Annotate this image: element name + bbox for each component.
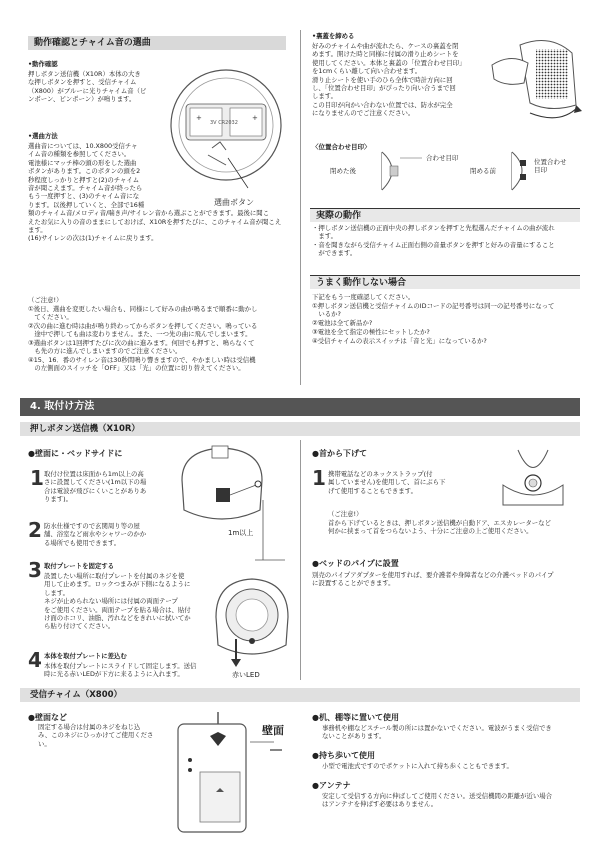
select-button-label: 選曲ボタン bbox=[214, 198, 254, 207]
section4-divider bbox=[300, 440, 301, 680]
x800-band: 受信チャイム（X800） bbox=[20, 688, 580, 702]
case-body: 好みのチャイムや曲が流れたら、ケースの裏蓋を閉 めます。開けた時と同様に付属の滑り止めシートを 使用してください。本体と裏蓋の「位置合わせ目印」 を1cmくらい離して向い合わせます。 滑り止シートを使い手のひら全体で時計方向に回 し、「位置合わせ目印」がぴったり向い合うまで回 します。 この目印が向かい合わない位置では、防水が完全 になりませんのでご注意ください。 bbox=[312, 42, 466, 118]
case-title: •裏蓋を締める bbox=[312, 32, 355, 40]
step-3-text: 設置したい場所に取付プレートを付属のネジを使 用して止めます。ロックつまみが下側になるように します。 ネジが止められない場所には付属の両面テープ をご使用ください。両面テープを貼る場合は、貼付 け面のホコリ、油脂、汚れなどをきれいに拭いてか ら貼り付けてください。 bbox=[44, 572, 191, 631]
select-heading: 動作確認とチャイム音の選曲 bbox=[28, 36, 286, 50]
trouble-item-4: ④受信チャイムの表示スイッチは「音と光」になっているか? bbox=[312, 337, 487, 345]
sel-body: 選曲音については、10.X800受信チャ イム音の種類を参照してください。 電池様にマッチ棒の頭の形をした選曲 ボタンがあります。このボタンの頭を2 秒程度しっかりと押すと(2)のチャイム 音が聞こえます。チャイム音が終ったら もう一度押すと、(3)のチャイム音にな ります。以後押していくと、全部で16種 類のチャイム音/メロディ音/喘き声/サイレン音から選ぶことができます。最後に聞こ えたお気に入りの音のままにしておけば、X10Rを押すたびに、このチャイム音が聞こえ ます。 (16)サイレンの次は(1)チャイムに戻ります。 bbox=[28, 142, 282, 243]
section4-title: 4. 取付け方法 bbox=[20, 398, 580, 416]
x10r-band: 押しボタン送信機（X10R） bbox=[20, 422, 580, 436]
neck-note-title: （ご注意!） bbox=[328, 510, 363, 518]
note-2: ②次の曲に進む時は曲が鳴り終わってからボタンを押してください。鳴っている 途中で押しても曲は変わりません。また、一つ先の曲に飛んでしまいます。 bbox=[28, 322, 258, 339]
trouble-heading: うまく動作しない場合 bbox=[310, 275, 580, 289]
trouble-item-1: ①押しボタン送信機と受信チャイムのIDコードの記号番号は同一の記号番号になって いるか? bbox=[312, 302, 555, 319]
step-3-title: 取付プレートを固定する bbox=[44, 562, 115, 570]
neck-body: 携帯電話などのネックストラップ(付 属していません)を使用して、首にぶら下 げて使用することもできます。 bbox=[328, 470, 446, 495]
sel-title: •選曲方法 bbox=[28, 132, 58, 140]
label-marker2: 位置合わせ 目印 bbox=[534, 158, 567, 175]
step-4-title: 本体を取付プレートに差込む bbox=[44, 652, 127, 660]
neck-illustration bbox=[498, 445, 568, 505]
note-1: ①後日、選曲を変更したい場合も、同様にして好みの曲が鳴るまで順番に動かし てください。 bbox=[28, 305, 258, 322]
wall-title: ●壁面に・ベッドサイドに bbox=[28, 449, 123, 458]
shelf-title: ●机、棚等に置いて使用 bbox=[312, 713, 399, 722]
label-closed: 閉めた後 bbox=[330, 167, 356, 175]
antenna-title: ●アンテナ bbox=[312, 781, 351, 790]
actual-body: ・押しボタン送信機の正面中央の押しボタンを押すと先程選んだチャイムの曲が流れ ます。 ・音を聞きながら受信チャイム正面右側の音量ボタンを押すと好みの音量にすること ができます。 bbox=[312, 224, 555, 258]
bed-body: 別売のパイプアダプターを使用すれば、要介護者や身障者などの介護ベッドのパイプ に設置することができます。 bbox=[312, 571, 554, 588]
trouble-intro: 下記をもう一度確認してください。 bbox=[312, 293, 415, 301]
label-marker: 合わせ目印 bbox=[426, 154, 459, 162]
carry-body: 小型で電池式ですのでポケットに入れて持ち歩くこともできます。 bbox=[322, 762, 513, 770]
shelf-body: 事務机や棚などスチール製の所には置かないでください。電波がうまく受信でき ないことがあります。 bbox=[322, 724, 552, 741]
battery-label: 3V CR2032 bbox=[210, 120, 238, 126]
svg-text:+: + bbox=[252, 114, 258, 122]
neck-note: 首から下げているときは、押しボタン送信機が自動ドア、エスカレーターなど 何かに挟まって首をつらないよう、十分にご注意の上ご使用ください。 bbox=[328, 519, 551, 536]
step-2-text: 防水仕様ですので玄関周り等の屋 舗、浴室など雨水やシャワーのかか る場所でも使用できます。 bbox=[44, 522, 147, 547]
step-3-number: 3 bbox=[28, 558, 42, 582]
label-before: 閉める前 bbox=[470, 167, 496, 175]
led-label: 赤いLED bbox=[232, 671, 260, 679]
op-title: •動作確認 bbox=[28, 60, 58, 68]
height-label: 1m以上 bbox=[228, 529, 254, 537]
step-1-text: 取付け位置は床面から1m以上の高 さに設置してください(1m以下の場 合は電波が飛びにくいことがありあ ります)。 bbox=[44, 470, 147, 504]
svg-text:+: + bbox=[196, 114, 202, 122]
note-4: ④15、16．番のサイレン音は30秒間鳴り響きますので、やかましい時は受信機 の左側面のスイッチを「OFF」又は「光」の位置に切り替えてください。 bbox=[28, 356, 256, 373]
wall2-body: 固定する場合は付属のネジをねじ込 み、このネジにひっかけてご使用くださ い。 bbox=[38, 723, 154, 748]
step-4-number: 4 bbox=[28, 648, 42, 672]
antenna-body: 安定して受信する方向に伸ばしてご使用ください。送受信機間の距離が近い場合 はアンテナを伸ばす必要はありません。 bbox=[322, 792, 553, 809]
transmitter-illustration bbox=[212, 575, 292, 665]
neck-title: ●首から下げて bbox=[312, 449, 367, 458]
marker-title: 〈位置合わせ目印〉 bbox=[312, 143, 371, 151]
step-1-number: 1 bbox=[30, 466, 44, 490]
carry-title: ●持ち歩いて使用 bbox=[312, 751, 375, 760]
wall2-label: 壁面 bbox=[262, 724, 284, 737]
actual-heading: 実際の動作 bbox=[310, 208, 580, 222]
note-3: ③選曲ボタンは1回押すたびに次の曲に進みます。何回でも押すと、鳴らなくて も先の方に進んでしまいますのでご注意ください。 bbox=[28, 339, 255, 356]
column-divider bbox=[300, 30, 301, 385]
hand-closing-illustration bbox=[490, 35, 580, 115]
wall2-title: ●壁面など bbox=[28, 713, 67, 722]
step-2-number: 2 bbox=[28, 518, 42, 542]
trouble-item-3: ③電池を全て指定の極性にセットしたか? bbox=[312, 328, 430, 336]
step-4-text: 本体を取付プレートにスライドして固定します。送信 時に光る赤いLEDが下方に来るように入れます。 bbox=[44, 662, 197, 679]
note-title: （ご注意!） bbox=[28, 296, 63, 304]
op-body: 押しボタン送信機（X10R）本体の大き な押しボタンを押すと、受信チャイム （X800）がブルーに光りチャイム音（ピ ンポーン、ピンポーン）が鳴ります。 bbox=[28, 70, 147, 104]
neck-step-number: 1 bbox=[312, 466, 326, 490]
trouble-item-2: ②電池は全て新品か? bbox=[312, 319, 373, 327]
bed-title: ●ベッドのパイプに設置 bbox=[312, 559, 399, 568]
height-indicator bbox=[255, 500, 285, 560]
